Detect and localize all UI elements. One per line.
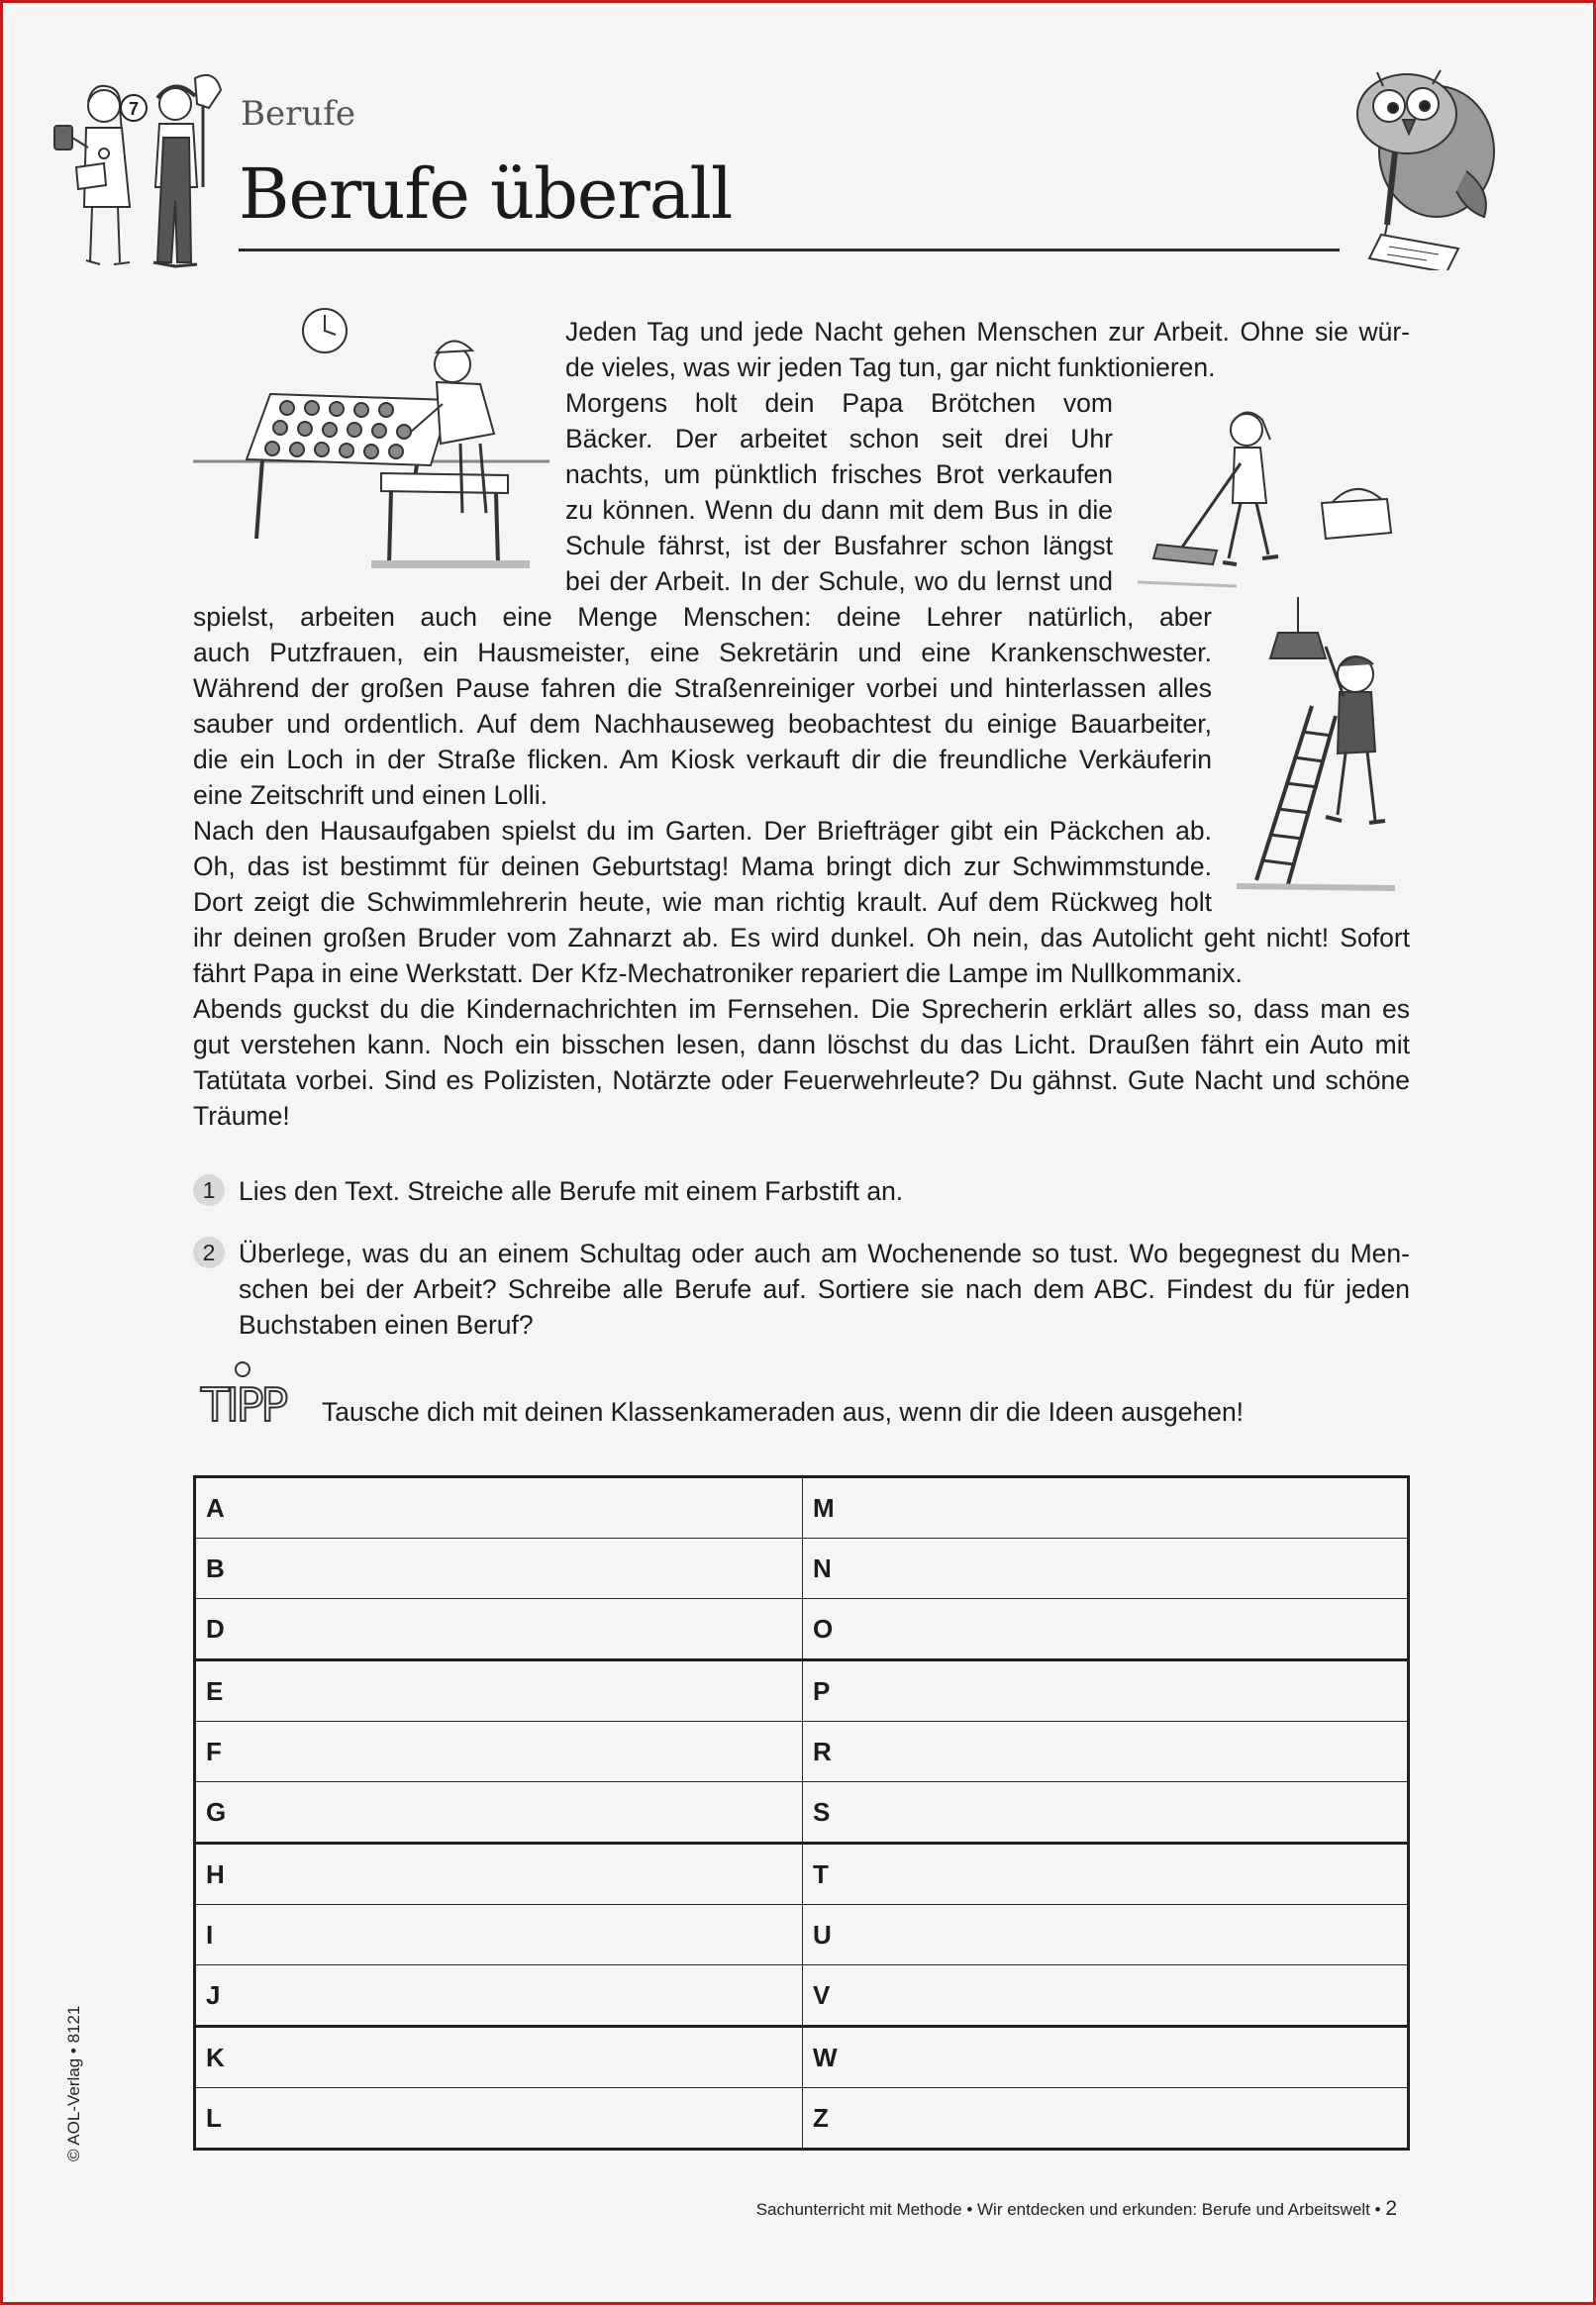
- story-line: Morgens holt dein Papa Brötchen vom: [565, 388, 1113, 418]
- answer-cell-right[interactable]: T: [803, 1844, 1409, 1905]
- story-line: die ein Loch in der Straße flicken. Am Kiosk verkauft dir die freundliche Verkäuferin: [193, 745, 1212, 774]
- workers-illustration: [27, 68, 239, 271]
- table-row: [195, 1660, 1409, 1722]
- footer-text: Sachunterricht mit Methode • Wir entdecken und erkunden: Berufe und Arbeitswelt •: [755, 2200, 1381, 2219]
- cleaner-illustration: [1138, 404, 1405, 592]
- story-line: Bäcker. Der arbeitet schon seit drei Uhr: [565, 424, 1113, 453]
- task-2-text: [239, 1236, 1410, 1343]
- section-kicker: Berufe: [241, 94, 355, 134]
- story-line: nachts, um pünktlich frisches Brot verkaufen: [565, 459, 1113, 489]
- table-row: [195, 1477, 1409, 1539]
- story-line: Jeden Tag und jede Nacht gehen Menschen zur Arbeit. Ohne sie wür-: [565, 317, 1410, 347]
- answer-cell-right[interactable]: M: [803, 1477, 1409, 1539]
- title-rule: [239, 249, 1340, 251]
- answer-cell-left[interactable]: E: [195, 1660, 803, 1722]
- answer-cell-left[interactable]: I: [195, 1905, 803, 1965]
- story-paragraph-3-continued: [193, 920, 1410, 991]
- answer-cell-left[interactable]: L: [195, 2088, 803, 2150]
- story-line: Träume!: [193, 1101, 290, 1131]
- story-line: Tatütata vorbei. Sind es Polizisten, Notärzte oder Feuerwehrleute? Du gähnst. Gute Nacht und schöne: [193, 1065, 1410, 1095]
- baker-illustration: [193, 305, 549, 572]
- table-row: [195, 2088, 1409, 2150]
- page-title: Berufe überall: [239, 153, 733, 235]
- answer-cell-left[interactable]: J: [195, 1965, 803, 2027]
- story-paragraph-1: [565, 314, 1410, 385]
- answer-cell-right[interactable]: R: [803, 1722, 1409, 1782]
- story-line: auch Putzfrauen, ein Hausmeister, eine Sekretärin und eine Krankenschwester.: [193, 638, 1212, 667]
- task-line: Überlege, was du an einem Schultag oder auch am Wochenende so tust. Wo begegnest du Men-: [239, 1239, 1410, 1268]
- answer-cell-right[interactable]: W: [803, 2027, 1409, 2088]
- answer-cell-right[interactable]: Z: [803, 2088, 1409, 2150]
- table-row: [195, 1599, 1409, 1660]
- task-line: Buchstaben einen Beruf?: [239, 1310, 534, 1340]
- story-paragraph-2-continued: [193, 599, 1212, 813]
- story-line: ihr deinen großen Bruder vom Zahnarzt ab. Es wird dunkel. Oh nein, das Autolicht geht nicht! Sofort: [193, 923, 1410, 952]
- task-1-text: [239, 1173, 1410, 1209]
- answer-cell-left[interactable]: A: [195, 1477, 803, 1539]
- story-line: sauber und ordentlich. Auf dem Nachhauseweg beobachtest du einige Bauarbeiter,: [193, 709, 1212, 739]
- table-row: [195, 2027, 1409, 2088]
- task-number-2: 2: [193, 1237, 225, 1268]
- answer-cell-right[interactable]: O: [803, 1599, 1409, 1660]
- story-line: Schule fährst, ist der Busfahrer schon längst: [565, 531, 1113, 560]
- electrician-illustration: [1227, 597, 1405, 894]
- answer-cell-right[interactable]: P: [803, 1660, 1409, 1722]
- story-line: fährt Papa in eine Werkstatt. Der Kfz-Mechatroniker repariert die Lampe im Nullkommanix.: [193, 958, 1243, 988]
- page-footer: [756, 2197, 1397, 2221]
- answer-cell-right[interactable]: S: [803, 1782, 1409, 1844]
- table-row: [195, 1844, 1409, 1905]
- copyright-note: © AOL-Verlag • 8121: [64, 2005, 83, 2161]
- story-paragraph-4: [193, 991, 1410, 1134]
- answer-cell-left[interactable]: F: [195, 1722, 803, 1782]
- story-line: Während der großen Pause fahren die Straßenreiniger vorbei und hinterlassen alles: [193, 673, 1212, 703]
- table-row: [195, 1905, 1409, 1965]
- tip-label-text: TIPP: [201, 1378, 286, 1432]
- story-line: eine Zeitschrift und einen Lolli.: [193, 780, 548, 810]
- story-line: Dort zeigt die Schwimmlehrerin heute, wie man richtig krault. Auf dem Rückweg holt: [193, 887, 1212, 917]
- answer-cell-left[interactable]: H: [195, 1844, 803, 1905]
- story-paragraph-3-wrapped: [193, 813, 1212, 920]
- answer-cell-right[interactable]: U: [803, 1905, 1409, 1965]
- story-line: gut verstehen kann. Noch ein bisschen lesen, dann löschst du das Licht. Draußen fährt ein Auto mit: [193, 1030, 1410, 1059]
- table-row: [195, 1965, 1409, 2027]
- tip-text: Tausche dich mit deinen Klassenkameraden aus, wenn dir die Ideen ausgehen!: [322, 1397, 1245, 1427]
- owl-writing-illustration: [1318, 43, 1516, 270]
- answer-cell-left[interactable]: B: [195, 1539, 803, 1599]
- story-line: Oh, das ist bestimmt für deinen Geburtstag! Mama bringt dich zur Schwimmstunde.: [193, 852, 1212, 881]
- table-row: [195, 1539, 1409, 1599]
- task-line: Lies den Text. Streiche alle Berufe mit einem Farbstift an.: [239, 1176, 904, 1206]
- answer-cell-left[interactable]: K: [195, 2027, 803, 2088]
- task-line: schen bei der Arbeit? Schreibe alle Berufe auf. Sortiere sie nach dem ABC. Findest du für jeden: [239, 1274, 1410, 1304]
- table-row: [195, 1722, 1409, 1782]
- story-line: spielst, arbeiten auch eine Menge Menschen: deine Lehrer natürlich, aber: [193, 602, 1212, 632]
- page-number: 2: [1385, 2197, 1397, 2220]
- badge-number: 7: [128, 99, 140, 119]
- story-paragraph-2-wrapped: [565, 385, 1113, 599]
- story-line: Abends guckst du die Kindernachrichten im Fernsehen. Die Sprecherin erklärt alles so, dass man es: [193, 994, 1410, 1024]
- story-line: de vieles, was wir jeden Tag tun, gar nicht funktionieren.: [565, 352, 1216, 382]
- story-line: zu können. Wenn du dann mit dem Bus in die: [565, 495, 1113, 525]
- table-row: [195, 1782, 1409, 1844]
- story-line: bei der Arbeit. In der Schule, wo du lernst und: [565, 566, 1113, 596]
- answer-cell-right[interactable]: V: [803, 1965, 1409, 2027]
- abc-answer-table: [193, 1475, 1410, 2151]
- task-number-1: 1: [193, 1174, 225, 1206]
- answer-cell-right[interactable]: N: [803, 1539, 1409, 1599]
- answer-cell-left[interactable]: G: [195, 1782, 803, 1844]
- story-line: Nach den Hausaufgaben spielst du im Garten. Der Briefträger gibt ein Päckchen ab.: [193, 816, 1212, 846]
- answer-cell-left[interactable]: D: [195, 1599, 803, 1660]
